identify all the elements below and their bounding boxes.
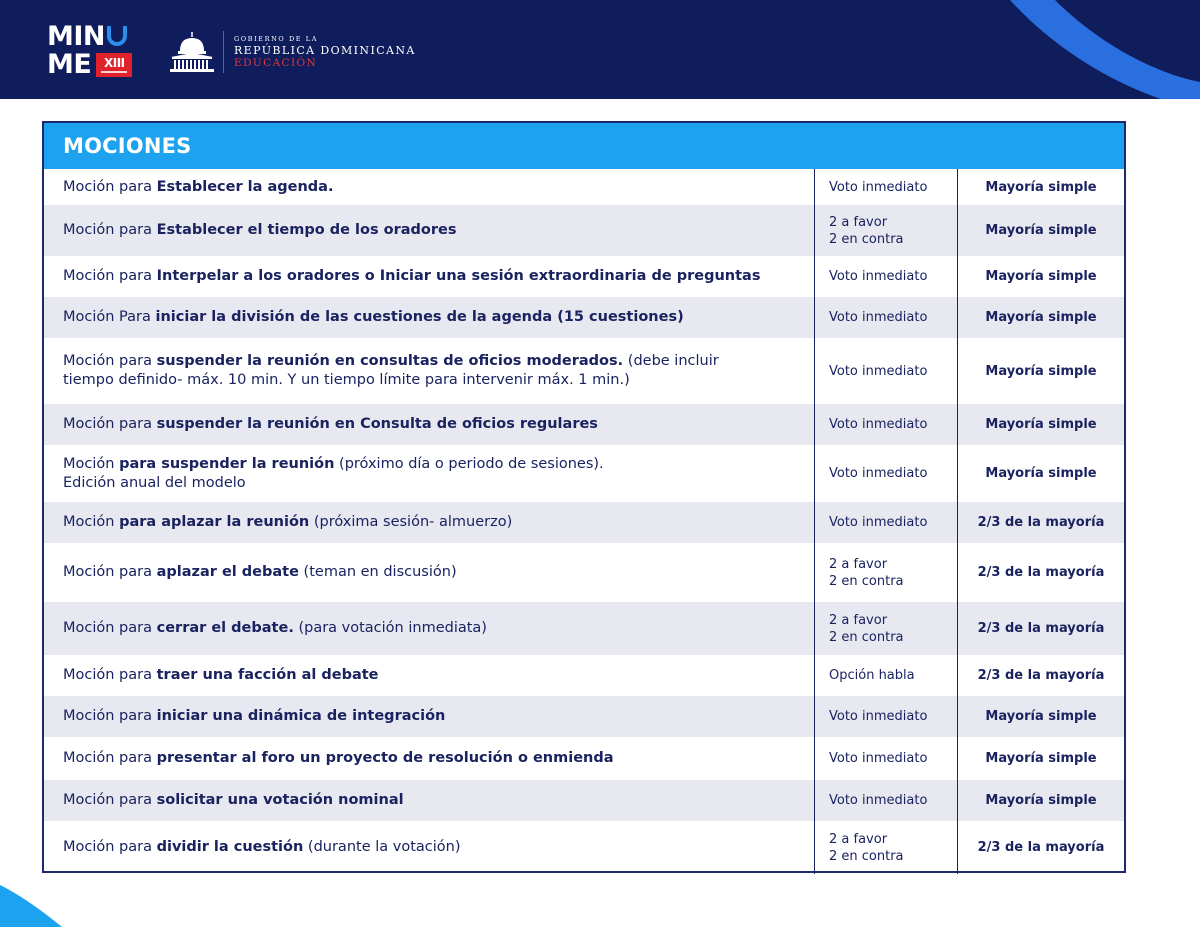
table-row <box>44 696 1124 737</box>
motion-prefix: Moción para <box>63 178 157 195</box>
majority-requirement: 2/3 de la mayoría <box>977 621 1105 636</box>
majority-requirement: Mayoría simple <box>985 751 1097 766</box>
table-row <box>44 445 1124 502</box>
table-title: MOCIONES <box>44 123 1124 169</box>
motion-prefix: Moción para <box>63 416 157 432</box>
motion-prefix: Moción Para <box>63 309 156 325</box>
majority-requirement: Mayoría simple <box>985 179 1097 195</box>
vote-requirement-2: 2 en contra <box>829 231 904 247</box>
motion-line <box>63 749 814 768</box>
motion-cell <box>44 297 814 338</box>
header-banner <box>0 0 1200 99</box>
table-row <box>44 780 1124 821</box>
majority-requirement: 2/3 de la mayoría <box>977 840 1105 855</box>
vote-cell <box>814 602 957 655</box>
table-body <box>44 169 1124 874</box>
majority-requirement: Mayoría simple <box>985 793 1097 808</box>
motion-name: iniciar la división de las cuestiones de la agenda (15 cuestiones) <box>155 309 684 325</box>
government-logo <box>167 28 416 76</box>
motion-line-2: tiempo definido- máx. 10 min. Y un tiempo límite para intervenir máx. 1 min.) <box>63 372 630 388</box>
majority-cell <box>957 602 1124 655</box>
motion-name: Interpelar a los oradores o Iniciar una sesión extraordinaria de preguntas <box>156 268 761 284</box>
vote-cell <box>814 404 957 445</box>
table-row <box>44 821 1124 874</box>
motion-prefix: Moción para <box>63 564 157 580</box>
vote-cell <box>814 821 957 874</box>
vote-cell <box>814 502 957 543</box>
logo-u-icon <box>107 26 127 46</box>
vote-cell <box>814 445 957 502</box>
majority-requirement: Mayoría simple <box>985 417 1097 432</box>
motion-cell <box>44 696 814 737</box>
motion-line <box>63 308 814 327</box>
motion-line <box>63 178 814 197</box>
motion-line <box>63 352 814 371</box>
motion-note: (debe incluir <box>623 353 719 369</box>
gov-name: REPÚBLICA DOMINICANA <box>234 43 416 57</box>
motion-name: dividir la cuestión <box>156 839 304 855</box>
motion-cell <box>44 502 814 543</box>
majority-cell <box>957 338 1124 404</box>
vote-requirement-2: 2 en contra <box>829 573 904 589</box>
motion-prefix: Moción <box>63 514 120 530</box>
table-row <box>44 338 1124 404</box>
motion-prefix: Moción para <box>63 620 157 636</box>
majority-cell <box>957 655 1124 696</box>
vote-requirement: 2 a favor <box>829 612 888 628</box>
majority-cell <box>957 169 1124 205</box>
vote-cell <box>814 169 957 205</box>
majority-cell <box>957 780 1124 821</box>
motion-line <box>63 838 814 857</box>
majority-cell <box>957 205 1124 256</box>
vote-requirement: Voto inmediato <box>829 793 928 808</box>
logo-text-min: MIN <box>47 21 106 52</box>
table-row <box>44 543 1124 602</box>
vote-requirement: Voto inmediato <box>829 515 928 530</box>
palace-icon <box>167 29 217 75</box>
motion-prefix: Moción para <box>63 708 157 724</box>
vote-cell <box>814 543 957 602</box>
vote-cell <box>814 737 957 780</box>
motion-prefix: Moción para <box>63 353 157 369</box>
table-row <box>44 404 1124 445</box>
motion-name: traer una facción al debate <box>156 667 379 683</box>
vote-requirement-2: 2 en contra <box>829 629 904 645</box>
motion-name: cerrar el debate. <box>156 620 294 636</box>
vote-requirement: 2 a favor <box>829 556 888 572</box>
motion-name: presentar al foro un proyecto de resolución o enmienda <box>156 750 614 766</box>
motion-line <box>63 707 814 726</box>
motion-name: solicitar una votación nominal <box>156 792 404 808</box>
gov-ministry: EDUCACIÓN <box>234 56 318 69</box>
motion-cell <box>44 821 814 874</box>
motion-name: Establecer el tiempo de los oradores <box>156 222 457 238</box>
vote-cell <box>814 205 957 256</box>
motion-note: (durante la votación) <box>303 839 461 855</box>
motion-cell <box>44 655 814 696</box>
vote-requirement-2: 2 en contra <box>829 848 904 864</box>
logo-divider <box>223 31 224 73</box>
majority-requirement: Mayoría simple <box>985 466 1097 481</box>
logo-text-me: ME <box>47 49 92 80</box>
motion-line-2: Edición anual del modelo <box>63 474 246 491</box>
vote-requirement: Voto inmediato <box>829 709 928 724</box>
majority-requirement: Mayoría simple <box>985 363 1097 379</box>
motion-name: para aplazar la reunión <box>119 514 310 530</box>
majority-cell <box>957 696 1124 737</box>
motion-prefix: Moción para <box>63 268 157 284</box>
motion-line <box>63 791 814 810</box>
motion-line <box>63 619 814 638</box>
vote-requirement: Voto inmediato <box>829 466 928 481</box>
motion-note: (para votación inmediata) <box>293 620 487 636</box>
decorative-arc-icon <box>1000 0 1200 99</box>
table-row <box>44 205 1124 256</box>
majority-requirement: Mayoría simple <box>985 709 1097 724</box>
vote-cell <box>814 338 957 404</box>
mociones-table <box>42 121 1126 873</box>
motion-cell <box>44 602 814 655</box>
table-row <box>44 655 1124 696</box>
motion-name: iniciar una dinámica de integración <box>156 708 446 724</box>
motion-name: suspender la reunión en Consulta de oficios regulares <box>156 416 598 432</box>
vote-requirement: Voto inmediato <box>829 751 928 766</box>
vote-requirement: Voto inmediato <box>829 363 928 379</box>
motion-cell <box>44 543 814 602</box>
motion-cell <box>44 205 814 256</box>
motion-note: (próximo día o periodo de sesiones). <box>334 455 604 472</box>
motion-prefix: Moción para <box>63 222 157 238</box>
motion-cell <box>44 256 814 297</box>
motion-line <box>63 267 814 286</box>
vote-cell <box>814 655 957 696</box>
majority-requirement: Mayoría simple <box>985 310 1097 325</box>
majority-cell <box>957 821 1124 874</box>
majority-cell <box>957 445 1124 502</box>
table-row <box>44 256 1124 297</box>
motion-name: para suspender la reunión <box>119 455 335 472</box>
motion-prefix: Moción para <box>63 839 157 855</box>
vote-requirement: 2 a favor <box>829 214 888 230</box>
vote-requirement: 2 a favor <box>829 831 888 847</box>
majority-cell <box>957 297 1124 338</box>
vote-requirement: Voto inmediato <box>829 269 928 284</box>
table-row <box>44 502 1124 543</box>
table-row <box>44 737 1124 780</box>
minume-logo <box>47 21 139 80</box>
majority-requirement: 2/3 de la mayoría <box>977 668 1105 683</box>
motion-cell <box>44 404 814 445</box>
motion-note: (teman en discusión) <box>298 564 457 580</box>
majority-requirement: Mayoría simple <box>985 223 1097 238</box>
majority-cell <box>957 737 1124 780</box>
vote-cell <box>814 256 957 297</box>
motion-prefix: Moción para <box>63 667 157 683</box>
majority-requirement: Mayoría simple <box>985 269 1097 284</box>
majority-cell <box>957 502 1124 543</box>
vote-cell <box>814 696 957 737</box>
vote-requirement: Voto inmediato <box>829 310 928 325</box>
gov-small-text: GOBIERNO DE LA <box>234 34 319 43</box>
motion-cell <box>44 445 814 502</box>
table-row <box>44 602 1124 655</box>
decorative-corner-icon <box>0 877 70 927</box>
vote-requirement: Voto inmediato <box>829 179 928 195</box>
majority-cell <box>957 256 1124 297</box>
majority-requirement: 2/3 de la mayoría <box>977 565 1105 580</box>
motion-cell <box>44 169 814 205</box>
table-row <box>44 297 1124 338</box>
vote-cell <box>814 780 957 821</box>
motion-note: (próxima sesión- almuerzo) <box>309 514 513 530</box>
motion-cell <box>44 338 814 404</box>
motion-name: Establecer la agenda. <box>156 178 334 195</box>
motion-prefix: Moción para <box>63 750 157 766</box>
motion-line <box>63 666 814 685</box>
vote-requirement: Voto inmediato <box>829 417 928 432</box>
majority-cell <box>957 543 1124 602</box>
table-row <box>44 169 1124 205</box>
motion-name: suspender la reunión en consultas de oficios moderados. <box>156 353 624 369</box>
motion-name: aplazar el debate <box>156 564 299 580</box>
motion-line <box>63 221 814 240</box>
motion-line <box>63 455 814 474</box>
motion-prefix: Moción <box>63 455 120 472</box>
vote-cell <box>814 297 957 338</box>
motion-line <box>63 513 814 532</box>
motion-line <box>63 415 814 434</box>
motion-prefix: Moción para <box>63 792 157 808</box>
motion-line <box>63 563 814 582</box>
vote-requirement: Opción habla <box>829 668 915 683</box>
majority-requirement: 2/3 de la mayoría <box>977 515 1105 530</box>
majority-cell <box>957 404 1124 445</box>
motion-cell <box>44 780 814 821</box>
motion-cell <box>44 737 814 780</box>
logo-badge: XIII <box>96 53 132 77</box>
